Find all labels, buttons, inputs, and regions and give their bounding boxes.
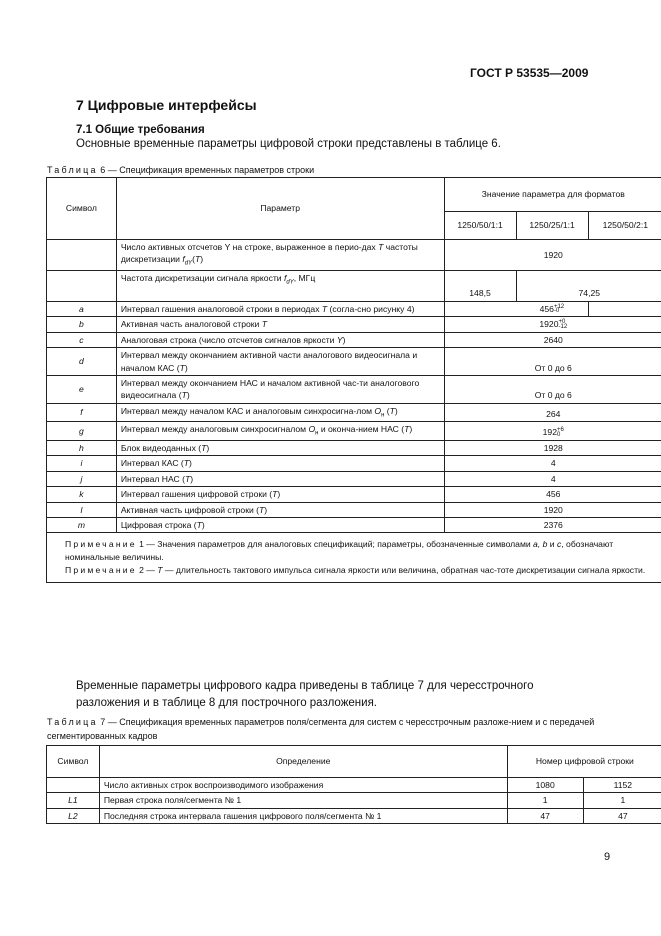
table6-param: Цифровая строка (T) [116, 517, 444, 532]
table7-caption-text: 7 — Спецификация временных параметров поля/сегмента для систем с чересстрочным разложе-нием и с передачей сегментированных кадров [47, 717, 595, 741]
table6-header-values: Значение параметра для форматов [444, 178, 661, 212]
table7-header-line-number: Номер цифровой строки [507, 746, 661, 778]
table7-value: 47 [507, 808, 583, 823]
table6-sym: e [47, 375, 117, 403]
table-row [47, 422, 661, 440]
table-row [47, 440, 661, 455]
table6-sym: m [47, 517, 117, 532]
table6-caption-prefix: Таблица [47, 165, 98, 175]
table-row [47, 793, 661, 808]
table-row [47, 471, 661, 486]
table6-value: 4 [444, 456, 661, 471]
table6-param: Интервал НАС (T) [116, 471, 444, 486]
table6-note-2: Примечание 2 — T — длительность тактового импульса сигнала яркости или величина, обратная час-тоте дискретизации сигнала яркости. [65, 565, 646, 576]
table-row [47, 517, 661, 532]
table6-param: Частота дискретизации сигнала яркости $f_{dY}$, МГц [116, 270, 444, 301]
table6-sym [47, 270, 117, 301]
table-row [47, 487, 661, 502]
table7-value: 47 [583, 808, 661, 823]
table6-value: 74,25 [516, 270, 661, 301]
table7-sym: L2 [47, 808, 100, 823]
table6-param: Интервал между окончанием активной части аналогового видеосигнала и началом КАС (T) [116, 348, 444, 376]
table6-value: От 0 до 6 [444, 348, 661, 376]
table6-sym: g [47, 422, 117, 440]
table6-sym: k [47, 487, 117, 502]
table6-param: Интервал гашения аналоговой строки в периодах T (согла-сно рисунку 4) [116, 301, 444, 316]
table6-header-parameter: Параметр [116, 178, 444, 240]
table6-note-1: Примечание 1 — Значения параметров для аналоговых спецификаций; параметры, обозначенные символами a, b и c, обозначают номинальные величины. [65, 539, 614, 563]
table6-param: Активная часть цифровой строки (T) [116, 502, 444, 517]
subsection-title: 7.1 Общие требования [76, 124, 205, 136]
table-row [47, 348, 661, 376]
document-code: ГОСТ Р 53535—2009 [470, 66, 589, 80]
table6-value: 192+6 0 [444, 422, 661, 440]
table7-sym [47, 778, 100, 793]
table6-sym: a [47, 301, 117, 316]
table6-sym: l [47, 502, 117, 517]
table6-sym: j [47, 471, 117, 486]
table-row [47, 502, 661, 517]
table6-sym [47, 240, 117, 271]
table-row [47, 778, 661, 793]
table7-caption-prefix: Таблица [47, 717, 98, 727]
table6-notes-row [47, 533, 661, 583]
table6-value: 1920 [444, 502, 661, 517]
table7-value: 1152 [583, 778, 661, 793]
paragraph-table7-intro: Временные параметры цифрового кадра приведены в таблице 7 для чересстрочного разложения и в таблице 8 для построчного разложения. [76, 680, 534, 709]
table6-value: 148,5 [444, 270, 516, 301]
section-title: 7 Цифровые интерфейсы [76, 97, 257, 113]
table6-value: 4 [444, 471, 661, 486]
table6-value: 1928 [444, 440, 661, 455]
table7-header-symbol: Символ [47, 746, 100, 778]
table7-header-definition: Определение [99, 746, 507, 778]
table6-caption [47, 165, 314, 175]
page-number: 9 [604, 851, 611, 863]
table6-param: Число активных отсчетов Y на строке, выраженное в перио-дах T частоты дискретизации $f_{dY}(T)$ [116, 240, 444, 271]
table-row [47, 403, 661, 421]
table-row [47, 270, 661, 301]
intro-paragraph: Основные временные параметры цифровой строки представлены в таблице 6. [76, 138, 501, 150]
table6-sym: d [47, 348, 117, 376]
table7-def: Последняя строка интервала гашения цифрового поля/сегмента № 1 [99, 808, 507, 823]
table6-value: 456+12 -0 [516, 301, 588, 316]
table6-value: 2376 [444, 517, 661, 532]
table6-sym: f [47, 403, 117, 421]
table6-header-format-2: 1250/25/1:1 [516, 212, 588, 240]
table6-sym: i [47, 456, 117, 471]
table6 [46, 177, 661, 583]
table6-param: Блок видеоданных (T) [116, 440, 444, 455]
table7-value: 1080 [507, 778, 583, 793]
table6-header-format-1: 1250/50/1:1 [444, 212, 516, 240]
table7-def: Первая строка поля/сегмента № 1 [99, 793, 507, 808]
table7-value: 1 [583, 793, 661, 808]
table6-value: От 0 до 6 [444, 375, 661, 403]
table6-caption-text: 6 — Спецификация временных параметров строки [97, 165, 315, 175]
table6-notes [47, 533, 661, 583]
table6-value: 1920+0 -12 [444, 317, 661, 332]
table6-sym: b [47, 317, 117, 332]
table-row [47, 456, 661, 471]
table-row [47, 808, 661, 823]
table6-value: 1920 [444, 240, 661, 271]
table6-param: Интервал между началом КАС и аналоговым синхросигна-лом $O_н$ (T) [116, 403, 444, 421]
table6-value: 456 [444, 487, 661, 502]
table6-param: Интервал между аналоговым синхросигналом $O_н$ и оконча-нием НАС (T) [116, 422, 444, 440]
table6-param: Интервал КАС (T) [116, 456, 444, 471]
table7-value: 1 [507, 793, 583, 808]
table-row [47, 301, 661, 316]
table6-param: Интервал гашения цифровой строки (T) [116, 487, 444, 502]
table6-param: Интервал между окончанием НАС и началом активной час-ти аналогового видеосигнала (T) [116, 375, 444, 403]
table6-header-symbol: Символ [47, 178, 117, 240]
table6-value: 264 [444, 403, 661, 421]
table-row [47, 332, 661, 347]
table6-header-format-3: 1250/50/2:1 [588, 212, 661, 240]
table-row [47, 317, 661, 332]
table6-param: Аналоговая строка (число отсчетов сигналов яркости Y) [116, 332, 444, 347]
table6-param: Активная часть аналоговой строки T [116, 317, 444, 332]
table6-sym: c [47, 332, 117, 347]
table6-sym: h [47, 440, 117, 455]
table-row [47, 375, 661, 403]
table7-def: Число активных строк воспроизводимого изображения [99, 778, 507, 793]
table7-sym: L1 [47, 793, 100, 808]
table7-caption [47, 716, 657, 743]
table7 [46, 745, 661, 824]
table6-value: 2640 [444, 332, 661, 347]
table-row [47, 240, 661, 271]
